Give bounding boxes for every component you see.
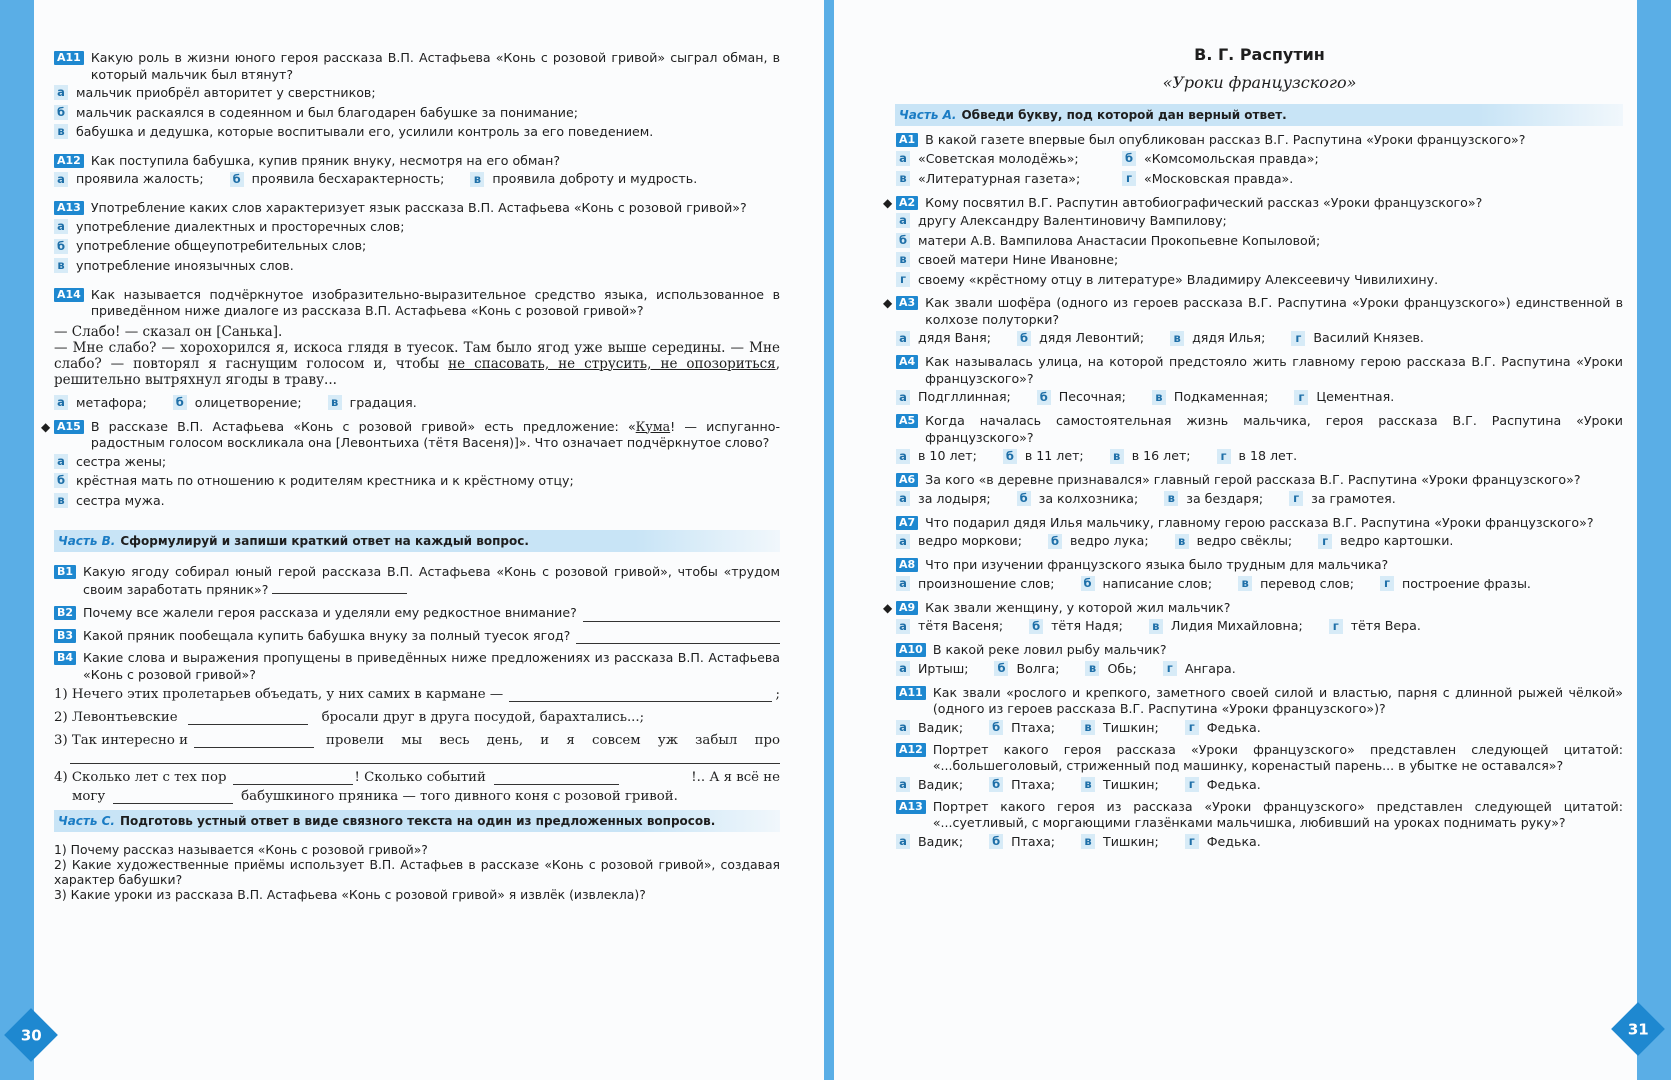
answer-option[interactable]: б Птаха; [989,718,1055,738]
part-b-header: Часть В. Сформулируй и запиши краткий ответ на каждый вопрос. [54,530,780,552]
answer-option[interactable]: б Волга; [994,659,1059,679]
question-b1 [54,564,780,598]
dialog-excerpt: — Слабо! — сказал он [Санька]. — Мне слабо? — хорохорился я, искоса глядя в туесок. Там было ягод уже выше середины. — Мне слабо? — повторял я гаснущим голосом и, чтобы не спасовать, не струсить, не опозориться, решительно вытряхнул ягоды в траву... [54,323,780,388]
fill-line-3: 3) Так интересно и провели мы весь день, и я совсем уж забыл про [54,733,780,749]
answer-option[interactable]: в сестра мужа. [54,491,780,511]
question-id: A7 [896,516,918,530]
answer-option[interactable]: г Федька. [1185,718,1261,738]
answer-option[interactable]: в Тишкин; [1081,775,1159,795]
answer-option[interactable]: в проявила доброту и мудрость. [470,169,697,189]
answer-option[interactable]: г за грамотея. [1289,489,1396,509]
underlined-phrase: не спасовать, не струсить, не опозориться [448,355,776,372]
left-column [41,0,780,903]
part-c-header: Часть С. Подготовь устный ответ в виде связного текста на один из предложенных вопросов. [54,810,780,832]
question-text: Кому посвятил В.Г. Распутин автобиографический рассказ «Уроки французского»? [925,194,1483,210]
question-a3 [883,295,1623,348]
answer-option[interactable]: а Вадик; [896,718,963,738]
question-text: В какой реке ловил рыбу мальчик? [932,642,1167,658]
answer-option[interactable]: г тётя Вера. [1329,616,1421,636]
answer-option[interactable]: в Тишкин; [1081,718,1159,738]
answer-line[interactable] [583,609,780,622]
answer-option[interactable]: г построение фразы. [1380,574,1531,594]
answer-line[interactable] [188,712,308,725]
answer-option[interactable]: а в 10 лет; [896,446,977,466]
question-a4 [896,354,1623,407]
answer-option[interactable]: а тётя Васеня; [896,616,1003,636]
question-id: B2 [54,606,76,620]
question-id: A13 [896,800,926,814]
answer-option[interactable]: в «Литературная газета»; [896,169,1096,189]
answer-line[interactable] [233,772,353,785]
question-a2 [883,194,1623,290]
answer-option[interactable]: а проявила жалость; [54,169,204,189]
fill-line-2: 2) Левонтьевские бросали друг в друга посудой, барахтались...; [54,710,645,726]
question-id: A8 [896,558,918,572]
answer-option[interactable]: б проявила бесхарактерность; [230,169,445,189]
answer-option[interactable]: б мальчик раскаялся в содеянном и был благодарен бабушке за понимание; [54,103,780,123]
page-number-left: 30 [4,1008,58,1062]
oral-question: 1) Почему рассказ называется «Конь с розовой гривой»? [54,842,428,858]
answer-line[interactable] [70,751,780,764]
question-id: B1 [54,565,76,579]
question-id: A10 [896,643,926,657]
answer-line[interactable] [194,735,314,748]
question-id: A1 [896,133,918,147]
answer-option[interactable]: в Обь; [1085,659,1136,679]
answer-line[interactable] [113,791,233,804]
question-text: Как называлась улица, на которой предстояло жить главному герою рассказа В.Г. Распутина «Уроки французского»? [925,354,1623,386]
answer-option[interactable]: а «Советская молодёжь»; [896,149,1096,169]
answer-option[interactable]: б употребление общеупотребительных слов; [54,236,780,256]
question-text: В какой газете впервые был опубликован рассказ В.Г. Распутина «Уроки французского»? [925,132,1526,147]
answer-line[interactable] [272,581,407,594]
answer-option[interactable]: б дядя Левонтий; [1017,328,1144,348]
work-title: «Уроки французского» [1162,73,1357,92]
question-a9 [883,599,1623,637]
answer-option[interactable]: а сестра жены; [54,452,780,472]
answer-option[interactable]: б написание слов; [1081,574,1213,594]
answer-line[interactable] [509,689,771,702]
question-text: Какую ягоду собирал юный герой рассказа В.П. Астафьева «Конь с розовой гривой», чтобы «трудом своим заработать пряник»? [83,564,780,597]
question-a7 [896,515,1623,552]
question-a5 [896,413,1623,466]
question-a1 [896,132,1623,189]
question-text: В рассказе В.П. Астафьева «Конь с розовой гривой» есть предложение: «Кума! — испуганно-радостным голосом воскликала она [Левонтьиха (тётя Васеня)]». Что означает подчёркнутое слово? [90,418,780,451]
question-a11-right [896,685,1623,738]
question-id: B4 [54,651,76,665]
answer-option[interactable]: а мальчик приобрёл авторитет у сверстников; [54,83,780,103]
question-text: Какие слова и выражения пропущены в приведённых ниже предложениях из рассказа В.П. Астафьева «Конь с розовой гривой»? [83,650,780,682]
question-id: A4 [896,355,918,369]
answer-option[interactable]: в бабушка и дедушка, которые воспитывали его, усилили контроль за его поведением. [54,122,780,142]
question-a13-right [896,799,1623,852]
answer-option[interactable]: г Цементная. [1294,387,1394,407]
answer-option[interactable]: б Песочная; [1037,387,1126,407]
answer-option[interactable]: в градация. [328,393,417,413]
fill-line-3b [54,752,780,766]
question-text: Как называется подчёркнутое изобразительно-выразительное средство языка, использованное в приведённом ниже диалоге из рассказа В.П. Астафьева «Конь с розовой гривой»? [90,286,780,319]
question-id: B3 [54,629,76,643]
answer-option[interactable]: б олицетворение; [173,393,302,413]
diamond-icon: ◆ [883,195,893,210]
answer-option[interactable]: в Лидия Михайловна; [1149,616,1303,636]
question-a8 [896,557,1623,594]
question-id: A12 [54,154,84,168]
question-id: A11 [896,686,926,700]
answer-option[interactable]: б в 11 лет; [1003,446,1084,466]
answer-option[interactable]: б Птаха; [989,775,1055,795]
answer-option[interactable]: а другу Александру Валентиновичу Вампилову; [896,211,1623,231]
question-a13 [54,200,780,275]
answer-option[interactable]: а метафора; [54,393,147,413]
question-text: Когда началась самостоятельная жизнь мальчика, героя рассказа В.Г. Распутина «Уроки французского»? [925,413,1623,445]
question-text: Почему все жалели героя рассказа и уделяли ему редкостное внимание? [83,605,577,621]
answer-option[interactable]: а Вадик; [896,775,963,795]
question-text: Портрет какого героя рассказа «Уроки французского» представлен следующей цитатой: «...большеголовый, стриженный под машинку, коренастый парень... в убытке не оставался»? [932,741,1623,774]
question-id: A5 [896,414,918,428]
answer-option[interactable]: а употребление диалектных и просторечных слов; [54,217,780,237]
answer-option[interactable]: а Подгллинная; [896,387,1011,407]
answer-option[interactable]: б тётя Надя; [1029,616,1123,636]
answer-line[interactable] [576,631,780,644]
question-a14 [54,287,780,413]
oral-question: 2) Какие художественные приёмы использует В.П. Астафьев в рассказе «Конь с розовой гривой», создавая характер бабушки? [54,857,780,888]
question-a11 [54,50,780,142]
question-a6 [896,472,1623,509]
question-text: Употребление каких слов характеризует язык рассказа В.П. Астафьева «Конь с розовой гривой»? [90,200,747,216]
author-heading: В. Г. Распутин [1194,45,1325,64]
answer-option[interactable]: б матери А.В. Вампилова Анастасии Прокопьевне Копыловой; [896,231,1623,251]
answer-option[interactable]: в употребление иноязычных слов. [54,256,780,276]
question-id: A15 [54,420,84,434]
oral-questions [54,842,780,902]
answer-option[interactable]: г «Московская правда». [1122,169,1293,189]
answer-option[interactable]: в перевод слов; [1238,574,1354,594]
question-a12-right [896,742,1623,795]
answer-option[interactable]: г Федька. [1185,832,1261,852]
question-a15 [41,418,780,511]
answer-option[interactable]: б крёстная мать по отношению к родителям крестника и к крёстному отцу; [54,471,780,491]
answer-option[interactable]: в Подкаменная; [1152,387,1268,407]
question-id: A3 [896,296,918,310]
answer-option[interactable]: в дядя Илья; [1170,328,1265,348]
question-id: A12 [896,743,926,757]
question-text: Что при изучении французского языка было трудным для мальчика? [925,557,1389,573]
answer-option[interactable]: г Федька. [1185,775,1261,795]
question-id: A14 [54,288,84,302]
question-text: Как поступила бабушка, купив пряник внуку, несмотря на его обман? [90,152,561,168]
question-text: Как звали «рослого и крепкого, заметного своей силой и властью, парня с длинной рыжей чёлкой» (одного из героев рассказа В.Г. Распутина «Уроки французского»)? [932,684,1623,717]
question-text: Какую роль в жизни юного героя рассказа В.П. Астафьева «Конь с розовой гривой» сыграл обман, в который мальчик был втянут? [90,50,780,82]
answer-option[interactable]: в ведро свёклы; [1175,531,1293,551]
page-number-right: 31 [1611,1002,1665,1056]
answer-option[interactable]: г в 18 лет. [1217,446,1298,466]
answer-option[interactable]: а ведро моркови; [896,531,1022,551]
question-id: A13 [54,201,84,215]
question-text: Что подарил дядя Илья мальчику, главному герою рассказа В.Г. Распутина «Уроки французского»? [925,514,1594,530]
answer-option[interactable]: б «Комсомольская правда»; [1122,149,1319,169]
answer-option[interactable]: в в 16 лет; [1110,446,1191,466]
question-text: Как звали женщину, у которой жил мальчик? [925,599,1231,615]
question-text: За кого «в деревне признавался» главный герой рассказа В.Г. Распутина «Уроки французского»? [925,472,1581,488]
answer-option[interactable]: б за колхозника; [1017,489,1139,509]
answer-option[interactable]: а за лодыря; [896,489,991,509]
diamond-icon: ◆ [883,296,893,311]
question-id: A11 [54,51,84,65]
answer-option[interactable]: б Птаха; [989,832,1055,852]
diamond-icon: ◆ [41,419,51,434]
oral-question: 3) Какие уроки из рассказа В.П. Астафьева «Конь с розовой гривой» я извлёк (извлекла)? [54,887,646,903]
fill-line-4: 4) Сколько лет с тех пор ! Сколько событий !.. А я всё не [54,770,780,786]
question-text: Портрет какого героя из рассказа «Уроки французского» представлен следующей цитатой: «...суетливый, с моргающими глазёнками мальчишка, любивший на уроках поднимать руку»? [932,798,1623,831]
answer-option[interactable]: в Тишкин; [1081,832,1159,852]
question-text: Как звали шофёра (одного из героев рассказа В.Г. Распутина «Уроки французского») единственной в колхозе полуторки? [925,295,1623,327]
answer-line[interactable] [494,772,619,785]
question-b3 [54,628,780,645]
question-a10 [896,642,1623,679]
answer-option[interactable]: г Ангара. [1163,659,1236,679]
answer-option[interactable]: б ведро лука; [1048,531,1149,551]
answer-option[interactable]: а Вадик; [896,832,963,852]
question-text: Какой пряник пообещала купить бабушка внуку за полный туесок ягод? [83,627,571,643]
question-id: A9 [896,601,918,615]
right-column [883,0,1623,852]
question-id: A6 [896,473,918,487]
answer-option[interactable]: а произношение слов; [896,574,1055,594]
question-b2 [54,605,780,622]
fill-line-1: 1) Нечего этих пролетарьев объедать, у них самих в кармане — ; [54,687,780,703]
fill-line-5: могу бабушкиного пряника — того дивного коня с розовой гривой. [72,789,678,805]
answer-option[interactable]: а Иртыш; [896,659,968,679]
part-a-header: Часть А. Обведи букву, под которой дан верный ответ. [895,104,1623,126]
answer-option[interactable]: г своему «крёстному отцу в литературе» Владимиру Алексеевичу Чивилихину. [896,270,1623,290]
answer-option[interactable]: а дядя Ваня; [896,328,991,348]
answer-option[interactable]: в за бездаря; [1164,489,1263,509]
answer-option[interactable]: в своей матери Нине Ивановне; [896,250,1623,270]
answer-option[interactable]: г ведро картошки. [1318,531,1453,551]
question-b4 [54,650,780,808]
answer-option[interactable]: г Василий Князев. [1291,328,1424,348]
diamond-icon: ◆ [883,600,893,615]
question-id: A2 [896,196,918,210]
question-a12 [54,153,780,190]
